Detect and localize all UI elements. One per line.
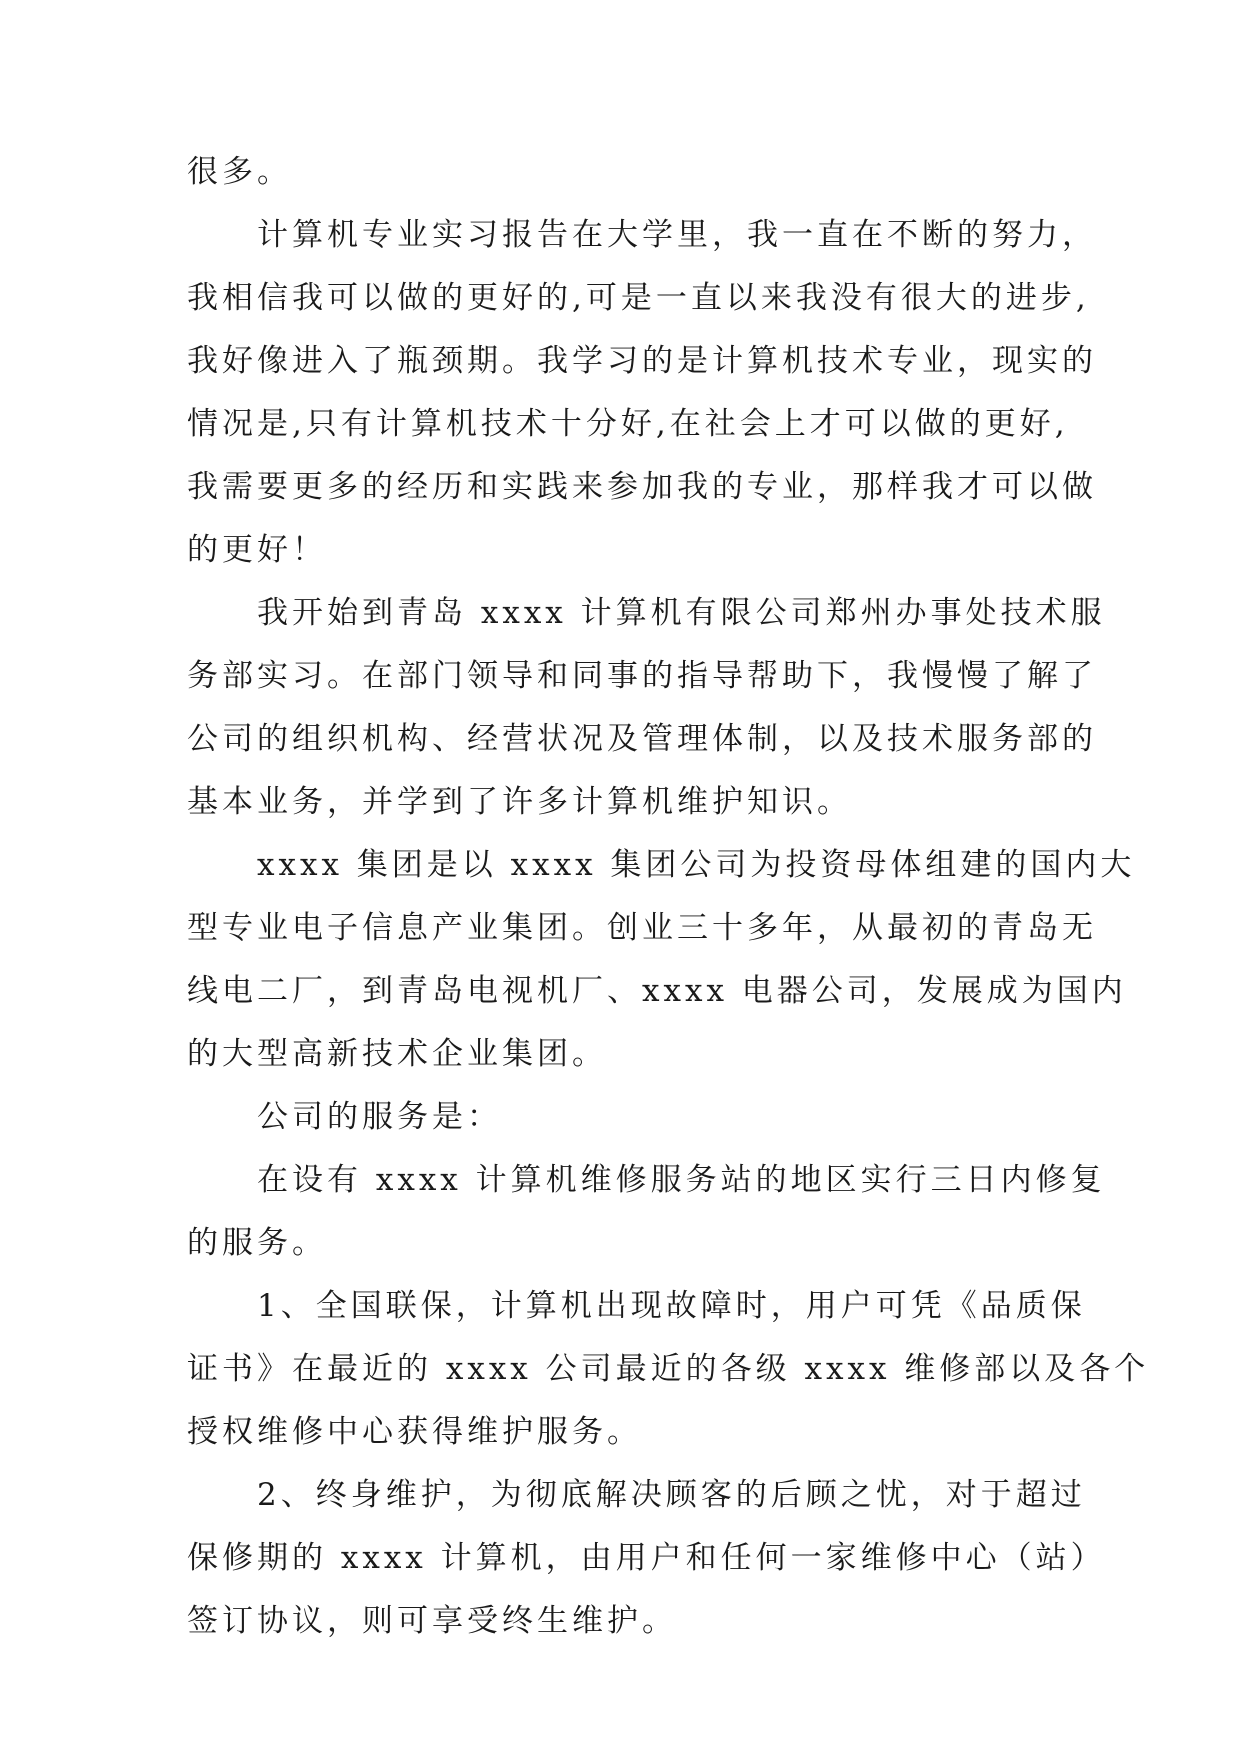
paragraph-first-line: 公司的服务是： bbox=[257, 1099, 502, 1135]
paragraph-first-line: 我开始到青岛 xxxx 计算机有限公司郑州办事处技术服 bbox=[257, 595, 1106, 631]
text-line: 保修期的 xxxx 计算机，由用户和任何一家维修中心（站） bbox=[187, 1540, 1106, 1576]
paragraph-first-line: 1、全国联保，计算机出现故障时，用户可凭《品质保 bbox=[257, 1288, 1086, 1324]
document-body bbox=[187, 152, 1150, 1664]
paragraph-first-line: 在设有 xxxx 计算机维修服务站的地区实行三日内修复 bbox=[257, 1162, 1106, 1198]
text-line: 我需要更多的经历和实践来参加我的专业，那样我才可以做 bbox=[187, 469, 1097, 505]
text-line: 证书》在最近的 xxxx 公司最近的各级 xxxx 维修部以及各个 bbox=[187, 1351, 1150, 1387]
text-line: 基本业务，并学到了许多计算机维护知识。 bbox=[187, 784, 852, 820]
paragraph-first-line: 计算机专业实习报告在大学里，我一直在不断的努力， bbox=[257, 217, 1097, 253]
text-line: 很多。 bbox=[187, 154, 292, 190]
text-line: 签订协议，则可享受终生维护。 bbox=[187, 1603, 677, 1639]
text-line: 的服务。 bbox=[187, 1225, 327, 1261]
text-line: 务部实习。在部门领导和同事的指导帮助下，我慢慢了解了 bbox=[187, 658, 1097, 694]
text-line: 的更好！ bbox=[187, 532, 327, 568]
text-line: 授权维修中心获得维护服务。 bbox=[187, 1414, 642, 1450]
paragraph-first-line: 2、终身维护，为彻底解决顾客的后顾之忧，对于超过 bbox=[257, 1477, 1086, 1513]
paragraph-first-line: xxxx 集团是以 xxxx 集团公司为投资母体组建的国内大 bbox=[257, 847, 1136, 883]
text-line: 我好像进入了瓶颈期。我学习的是计算机技术专业，现实的 bbox=[187, 343, 1097, 379]
text-line: 型专业电子信息产业集团。创业三十多年，从最初的青岛无 bbox=[187, 910, 1097, 946]
text-line: 线电二厂，到青岛电视机厂、xxxx 电器公司，发展成为国内 bbox=[187, 973, 1127, 1009]
text-line: 情况是,只有计算机技术十分好,在社会上才可以做的更好, bbox=[187, 406, 1069, 442]
text-line: 的大型高新技术企业集团。 bbox=[187, 1036, 607, 1072]
text-line: 我相信我可以做的更好的,可是一直以来我没有很大的进步, bbox=[187, 280, 1090, 316]
text-line: 公司的组织机构、经营状况及管理体制，以及技术服务部的 bbox=[187, 721, 1097, 757]
